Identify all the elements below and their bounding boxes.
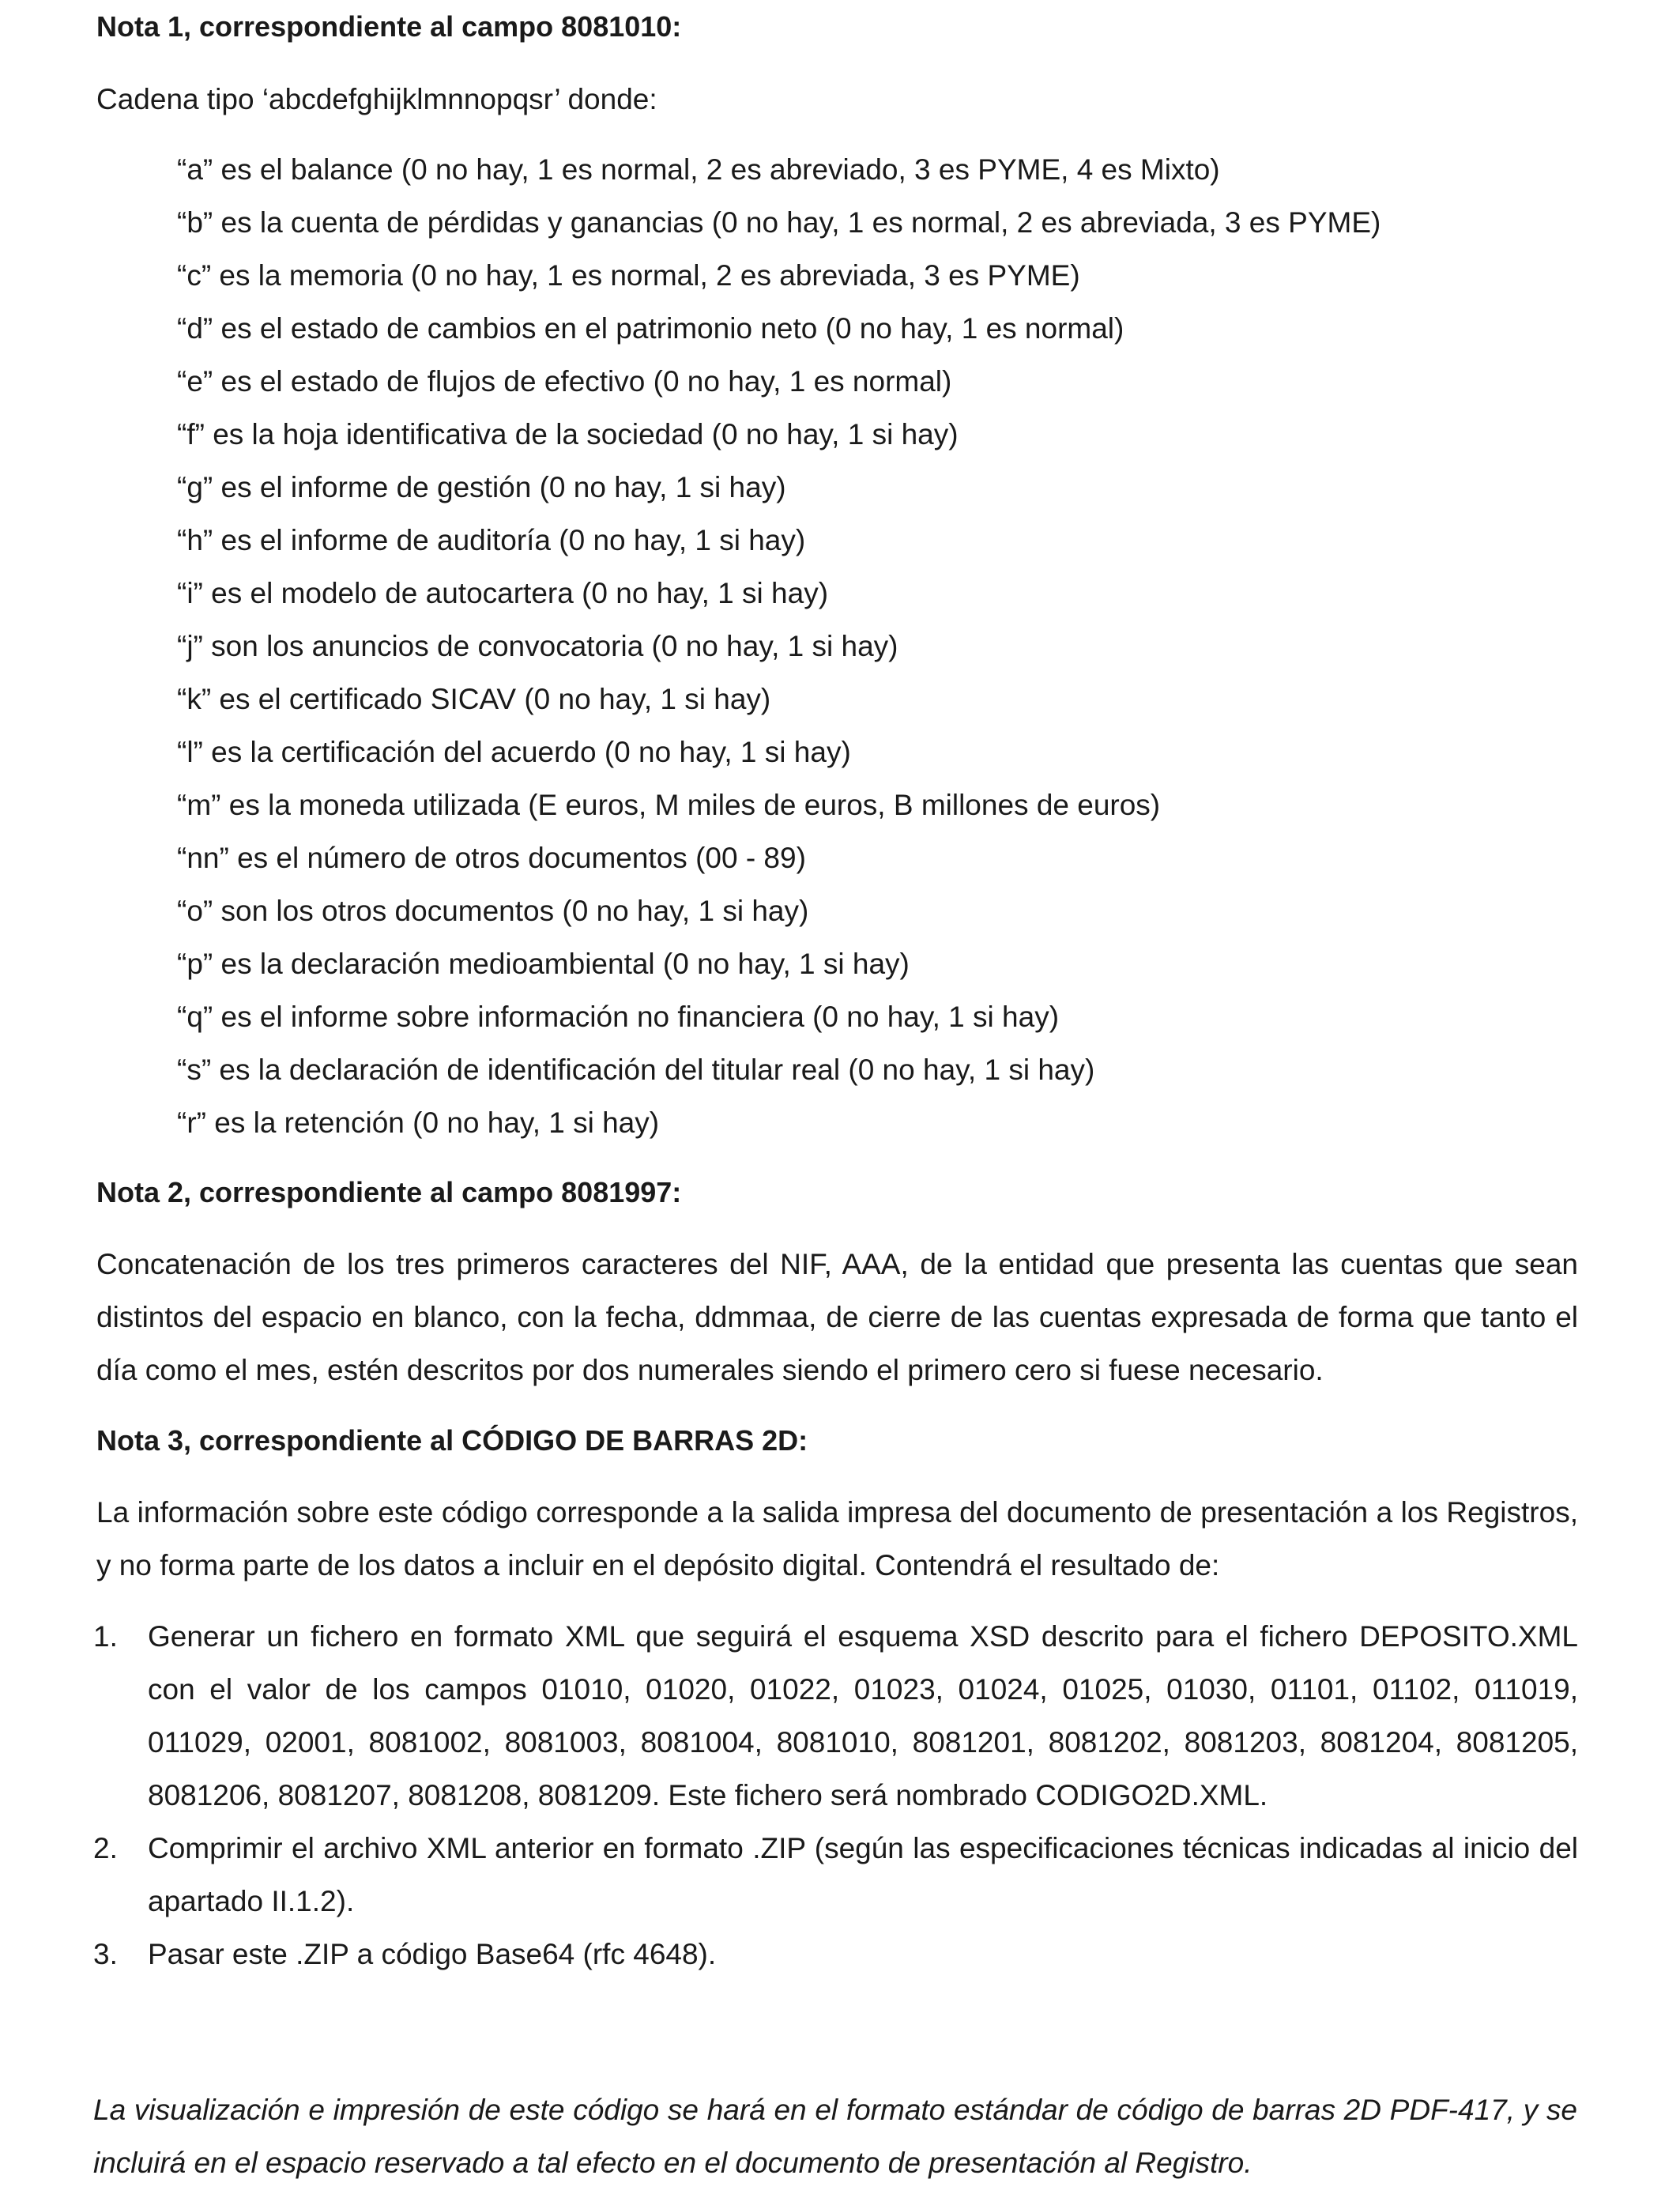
definition-item: “j” son los anuncios de convocatoria (0 no hay, 1 si hay): [177, 630, 898, 662]
nota3-closing-note: La visualización e impresión de este código se hará en el formato estándar de código de barras 2D PDF-417, y se incluirá en el espacio reservado a tal efecto en el documento de presentación al Registro.: [93, 2094, 1577, 2179]
step-number: 3.: [93, 1938, 118, 1970]
step-text: Pasar este .ZIP a código Base64 (rfc 4648).: [148, 1938, 717, 1970]
definition-item: “b” es la cuenta de pérdidas y ganancias (0 no hay, 1 es normal, 2 es abreviada, 3 es PYME): [177, 206, 1381, 239]
nota2-heading: Nota 2, correspondiente al campo 8081997:: [96, 1176, 682, 1208]
nota3-steps-list: [0, 1610, 1680, 1981]
step-number: 2.: [93, 1832, 118, 1864]
nota2-body: Concatenación de los tres primeros caracteres del NIF, AAA, de la entidad que presenta las cuentas que sean distintos del espacio en blanco, con la fecha, ddmmaa, de cierre de las cuentas expresada de forma que tanto el día como el mes, estén descritos por dos numerales siendo el primero cero si fuese necesario.: [96, 1248, 1578, 1386]
nota3-body: La información sobre este código corresponde a la salida impresa del documento de presentación a los Registros, y no forma parte de los datos a incluir en el depósito digital. Contendrá el resultado de:: [96, 1496, 1578, 1581]
step-number: 1.: [93, 1620, 118, 1653]
definition-item: “k” es el certificado SICAV (0 no hay, 1 si hay): [177, 683, 771, 715]
definition-item: “nn” es el número de otros documentos (00 - 89): [177, 842, 806, 874]
step-item: [0, 1822, 1680, 1928]
step-text: Generar un fichero en formato XML que seguirá el esquema XSD descrito para el fichero DEPOSITO.XML con el valor de los campos 01010, 01020, 01022, 01023, 01024, 01025, 01030, 01101, 01102, 011019, 011029, 02001, 8081002, 8081003, 8081004, 8081010, 8081201, 8081202, 8081203, 8081204, 8081205, 8081206, 8081207, 8081208, 8081209. Este fichero será nombrado CODIGO2D.XML.: [148, 1620, 1578, 1811]
definition-item: “o” son los otros documentos (0 no hay, 1 si hay): [177, 895, 809, 927]
nota1-intro: Cadena tipo ‘abcdefghijklmnnopqsr’ donde:: [96, 83, 657, 115]
definition-item: “f” es la hoja identificativa de la sociedad (0 no hay, 1 si hay): [177, 418, 959, 450]
step-item: [0, 1610, 1680, 1822]
definition-item: “c” es la memoria (0 no hay, 1 es normal, 2 es abreviada, 3 es PYME): [177, 259, 1080, 292]
definition-item: “q” es el informe sobre información no financiera (0 no hay, 1 si hay): [177, 1001, 1060, 1033]
definition-item: “m” es la moneda utilizada (E euros, M miles de euros, B millones de euros): [177, 789, 1161, 821]
step-text: Comprimir el archivo XML anterior en formato .ZIP (según las especificaciones técnicas indicadas al inicio del apartado II.1.2).: [148, 1832, 1578, 1917]
definition-item: “a” es el balance (0 no hay, 1 es normal, 2 es abreviado, 3 es PYME, 4 es Mixto): [177, 153, 1220, 186]
definition-item: “l” es la certificación del acuerdo (0 no hay, 1 si hay): [177, 736, 851, 768]
definition-item: “e” es el estado de flujos de efectivo (0 no hay, 1 es normal): [177, 365, 952, 398]
definition-item: “g” es el informe de gestión (0 no hay, 1 si hay): [177, 471, 786, 503]
definition-item: “s” es la declaración de identificación del titular real (0 no hay, 1 si hay): [177, 1054, 1095, 1086]
definition-item: “d” es el estado de cambios en el patrimonio neto (0 no hay, 1 es normal): [177, 312, 1124, 345]
nota1-definition-list: [177, 152, 1381, 1158]
definition-item: “p” es la declaración medioambiental (0 no hay, 1 si hay): [177, 948, 910, 980]
definition-item: “i” es el modelo de autocartera (0 no hay, 1 si hay): [177, 577, 829, 609]
definition-item: “h” es el informe de auditoría (0 no hay, 1 si hay): [177, 524, 806, 556]
definition-item: “r” es la retención (0 no hay, 1 si hay): [177, 1106, 660, 1139]
nota1-heading: Nota 1, correspondiente al campo 8081010:: [96, 10, 682, 43]
nota3-heading: Nota 3, correspondiente al CÓDIGO DE BARRAS 2D:: [96, 1424, 808, 1457]
step-item: [0, 1928, 1680, 1981]
